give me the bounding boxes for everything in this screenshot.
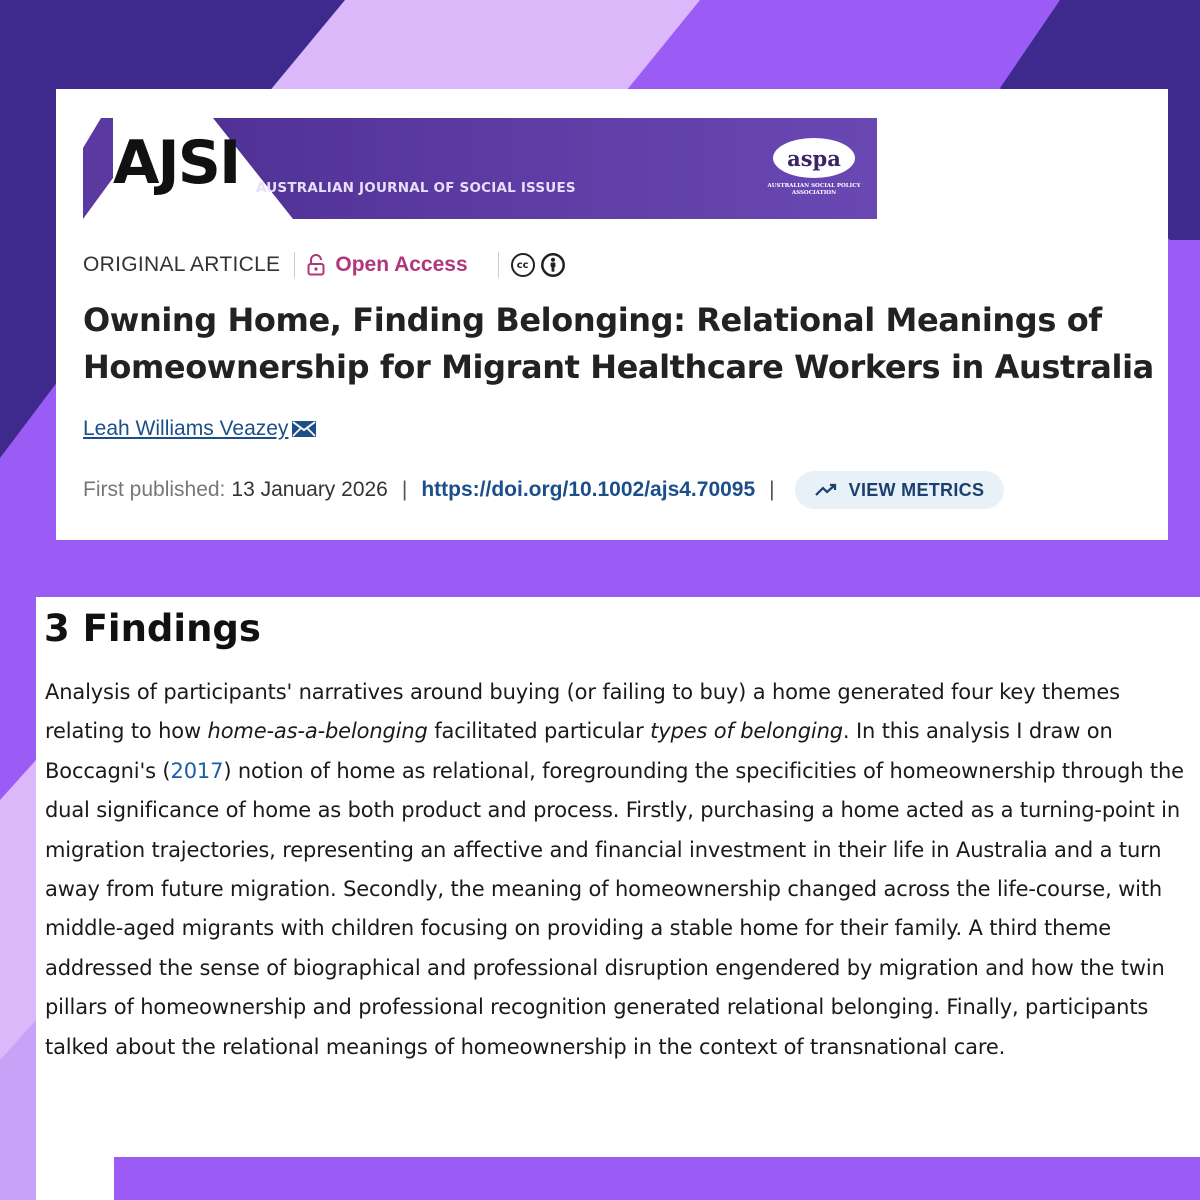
separator: | <box>401 478 408 501</box>
first-published-label: First published: <box>83 478 226 501</box>
citation-link[interactable]: 2017 <box>170 758 224 783</box>
journal-name: AUSTRALIAN JOURNAL OF SOCIAL ISSUES <box>256 180 576 196</box>
emphasis-home-as-a-belonging: home-as-a-belonging <box>207 719 428 744</box>
attribution-icon <box>541 253 565 277</box>
trending-up-icon <box>815 483 837 497</box>
license-icons[interactable] <box>511 253 565 277</box>
open-access-label[interactable]: Open Access <box>335 253 468 276</box>
findings-section <box>36 597 1200 1157</box>
article-meta-row <box>83 249 565 281</box>
publication-row <box>83 471 1004 509</box>
journal-banner[interactable] <box>83 118 877 219</box>
view-metrics-label: VIEW METRICS <box>848 479 985 500</box>
ajsi-logo: AJSI <box>113 128 240 198</box>
mail-icon[interactable] <box>292 421 316 437</box>
published-date: 13 January 2026 <box>231 478 388 501</box>
paragraph-text: Analysis of participants' narratives around buying (or failing to buy) a home generated four key themes relating to how <box>45 680 1120 744</box>
lock-open-icon <box>307 254 325 276</box>
findings-paragraph <box>45 673 1185 1067</box>
article-title: Owning Home, Finding Belonging: Relational Meanings of Homeownership for Migrant Healthcare Workers in Australia <box>83 301 1154 386</box>
paragraph-text: facilitated particular <box>427 719 651 744</box>
separator: | <box>769 478 775 501</box>
article-type: ORIGINAL ARTICLE <box>83 253 281 276</box>
divider <box>294 252 295 278</box>
doi-link[interactable]: https://doi.org/10.1002/ajs4.70095 <box>421 478 756 501</box>
aspa-logo <box>773 138 855 178</box>
card-footer-strip <box>36 1157 114 1200</box>
author-row <box>83 417 316 441</box>
view-metrics-button[interactable] <box>795 471 1005 509</box>
paragraph-text: ) notion of home as relational, foregrounding the specificities of homeownership through the dual significance of home as both product and process. Firstly, purchasing a home acted as a turning-point in migration trajectories, representing an affective and financial investment in their life in Australia and a turn away from future migration. Secondly, the meaning of homeownership changed across the life-course, with middle-aged migrants with children focusing on providing a stable home for their family. A third theme addressed the sense of biographical and professional disruption engendered by migration and how the twin pillars of homeownership and professional recognition generated relational belonging. Finally, participants talked about the relational meanings of homeownership in the context of transnational care. <box>45 758 1184 1059</box>
aspa-subtitle: AUSTRALIAN SOCIAL POLICY ASSOCIATION <box>767 183 861 196</box>
section-heading: 3 Findings <box>44 607 261 650</box>
creative-commons-icon: cc <box>511 253 535 277</box>
article-header-card <box>56 89 1168 540</box>
paragraph-text: . In this analysis I draw on Boccagni's ( <box>45 719 1113 783</box>
aspa-logo-text: aspa <box>787 145 841 171</box>
emphasis-types-of-belonging: types of belonging <box>650 719 843 744</box>
divider <box>498 252 499 278</box>
author-link[interactable]: Leah Williams Veazey <box>83 417 289 440</box>
